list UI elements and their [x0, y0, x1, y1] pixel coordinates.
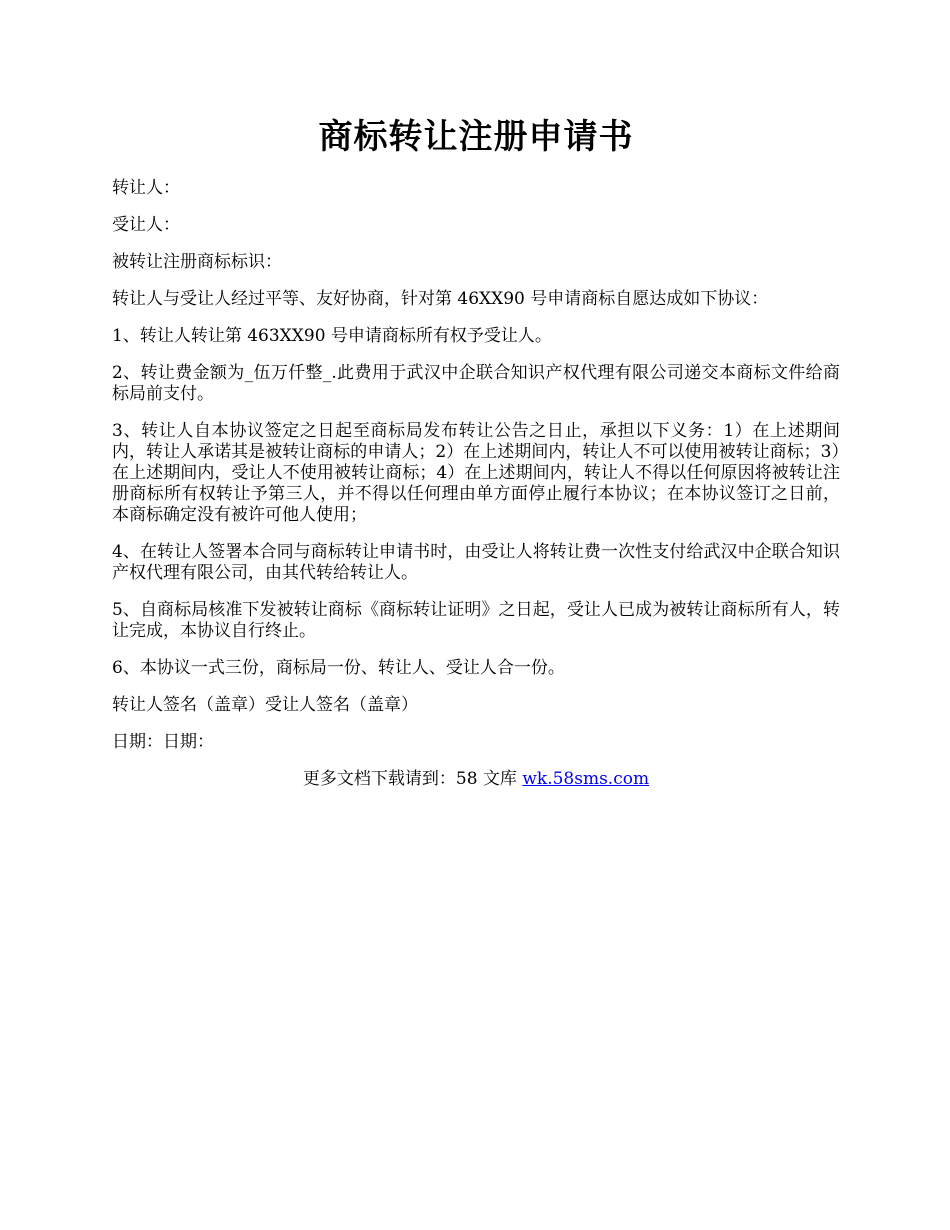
footer-text: 更多文档下载请到：58 文库	[302, 769, 523, 789]
clause-6: 6、本协议一式三份，商标局一份、转让人、受让人合一份。	[112, 658, 565, 678]
clause-5: 5、自商标局核准下发被转让商标《商标转让证明》之日起，受让人已成为被转让商标所有人，转让完成，本协议自行终止。	[112, 600, 840, 641]
transferor-field: 转让人：	[112, 178, 180, 198]
download-footer	[112, 769, 840, 790]
clause-4: 4、在转让人签署本合同与商标转让申请书时，由受让人将转让费一次性支付给武汉中企联合知识产权代理有限公司，由其代转给转让人。	[112, 542, 840, 583]
clause-1: 1、转让人转让第 463XX90 号申请商标所有权予受让人。	[112, 326, 552, 346]
intro-paragraph: 转让人与受让人经过平等、友好协商，针对第 46XX90 号申请商标自愿达成如下协议：	[112, 289, 769, 309]
trademark-id-field: 被转让注册商标标识：	[112, 252, 282, 272]
clause-2: 2、转让费金额为_伍万仟整_.此费用于武汉中企联合知识产权代理有限公司递交本商标文件给商标局前支付。	[112, 363, 840, 404]
document-page	[112, 110, 840, 790]
document-title: 商标转让注册申请书	[318, 117, 634, 157]
signature-line: 转让人签名（盖章）受让人签名（盖章）	[112, 695, 418, 715]
clause-3: 3、转让人自本协议签定之日起至商标局发布转让公告之日止，承担以下义务：1）在上述期间内，转让人承诺其是被转让商标的申请人；2）在上述期间内，转让人不可以使用被转让商标；3）在上述期间内，受让人不使用被转让商标；4）在上述期间内，转让人不得以任何原因将被转让注册商标所有权转让予第三人，并不得以任何理由单方面停止履行本协议；在本协议签订之日前，本商标确定没有被许可他人使用；	[112, 421, 840, 525]
transferee-field: 受让人：	[112, 215, 180, 235]
footer-link[interactable]: wk.58sms.com	[522, 769, 650, 789]
date-line: 日期：日期：	[112, 732, 214, 752]
